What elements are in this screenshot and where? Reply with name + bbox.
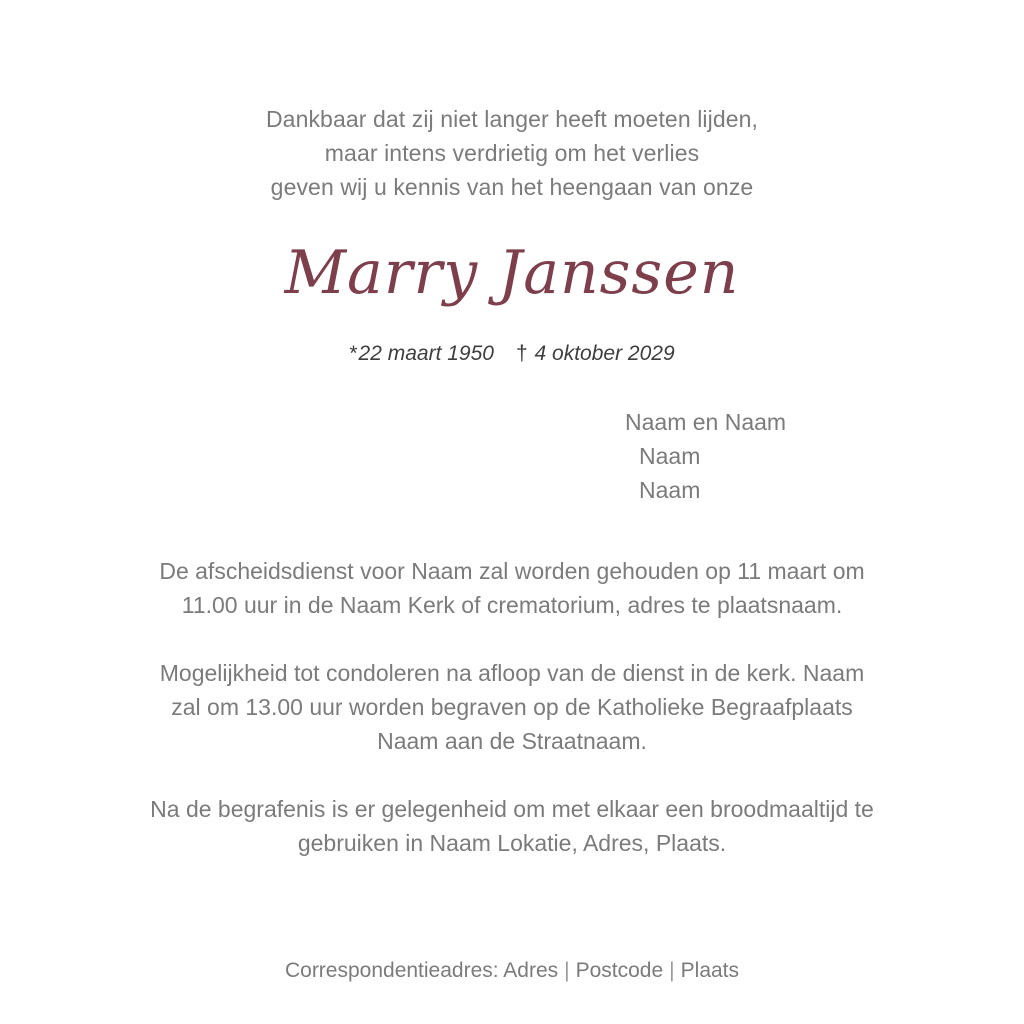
paragraph-line: Naam aan de Straatnaam. [377,728,647,754]
family-line: Naam en Naam [625,409,787,435]
paragraph-line: Na de begrafenis is er gelegenheid om met elkaar een broodmaaltijd te [150,796,874,822]
separator: | [564,959,570,982]
paragraph-line: De afscheidsdienst voor Naam zal worden gehouden op 11 maart om [159,558,865,584]
meal-paragraph [0,792,1024,860]
paragraph-line: 11.00 uur in de Naam Kerk of crematorium, adres te plaatsnaam. [181,592,843,618]
city: Plaats [680,959,740,982]
death-symbol: † [515,342,528,365]
life-dates [0,338,1024,370]
birth-date: 22 maart 1950 [358,342,494,365]
family-names [625,405,786,507]
deceased-name: Marry Janssen [284,238,740,308]
family-line: Naam [639,477,701,503]
intro-text [0,102,1024,204]
paragraph-line: Mogelijkheid tot condoleren na afloop van de dienst in de kerk. Naam [159,660,865,686]
death-date: 4 oktober 2029 [534,342,675,365]
family-line: Naam [639,443,701,469]
paragraph-line: gebruiken in Naam Lokatie, Adres, Plaats. [297,830,727,856]
intro-line: geven wij u kennis van het heengaan van onze [270,174,754,200]
condolence-paragraph [0,656,1024,758]
service-paragraph [0,554,1024,622]
intro-line: Dankbaar dat zij niet langer heeft moeten lijden, [265,106,759,132]
paragraph-line: zal om 13.00 uur worden begraven op de Katholieke Begraafplaats [171,694,853,720]
correspondence-address [0,955,1024,987]
intro-line: maar intens verdrietig om het verlies [324,140,700,166]
birth-symbol: * [349,342,358,365]
postcode: Postcode [575,959,664,982]
separator: | [669,959,675,982]
address-label: Correspondentieadres: Adres [284,959,559,982]
